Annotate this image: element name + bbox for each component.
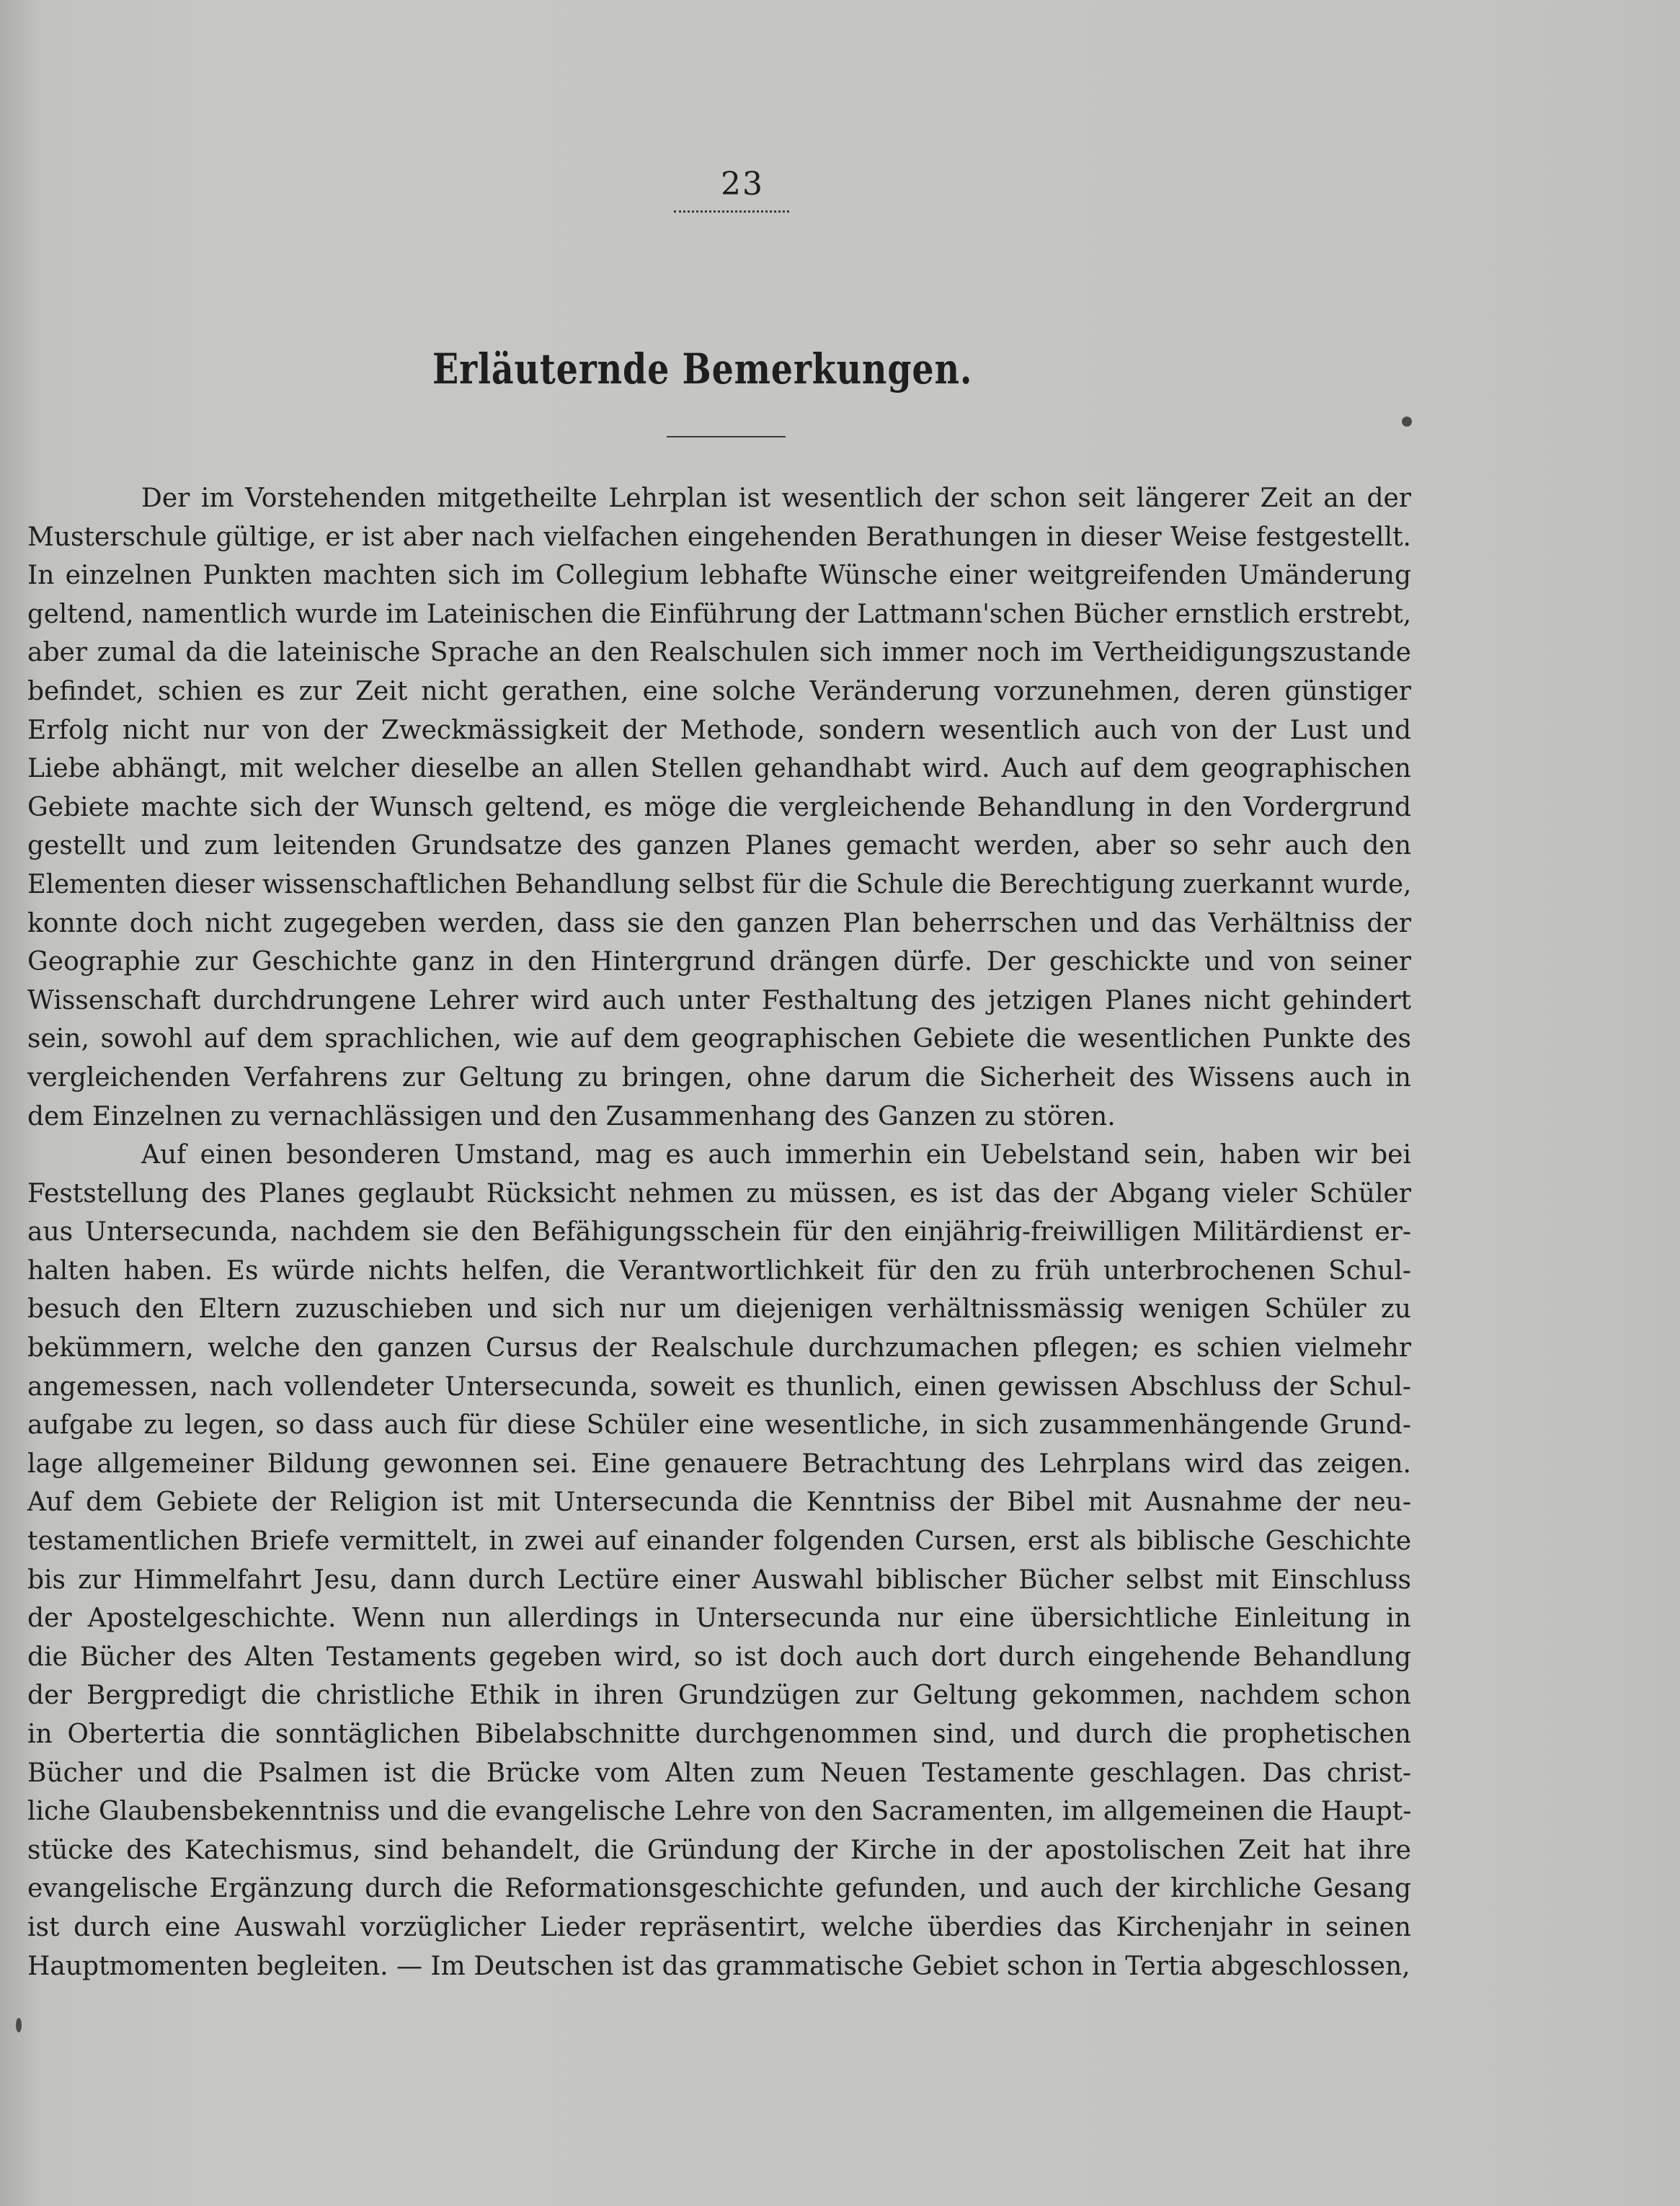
text-line: halten haben. Es würde nichts helfen, die Verantwortlichkeit für den zu früh unterbrochenen Schul- (27, 1255, 1411, 1286)
text-line: Elementen dieser wissenschaftlichen Behandlung selbst für die Schule die Berechtigung zuerkannt wurde, (27, 869, 1412, 899)
text-line: geltend, namentlich wurde im Lateinischen die Einführung der Lattmann'schen Bücher ernstlich erstrebt, (27, 599, 1412, 629)
text-line: Erfolg nicht nur von der Zweckmässigkeit der Methode, sondern wesentlich auch von der Lust und (27, 715, 1411, 745)
page-heading: Erläuternde Bemerkungen. (432, 344, 973, 393)
text-line: evangelische Ergänzung durch die Reformationsgeschichte gefunden, und auch der kirchliche Gesang (27, 1874, 1411, 1904)
print-speck (1402, 417, 1412, 427)
text-line: Musterschule gültige, er ist aber nach vielfachen eingehenden Berathungen in dieser Weise festgestellt. (27, 522, 1411, 552)
text-line: der Apostelgeschichte. Wenn nun allerdings in Untersecunda nur eine übersichtliche Einleitung in (27, 1604, 1411, 1634)
text-line: lage allgemeiner Bildung gewonnen sei. Eine genauere Betrachtung des Lehrplans wird das zeigen. (27, 1449, 1411, 1479)
text-line: sein, sowohl auf dem sprachlichen, wie auf dem geographischen Gebiete die wesentlichen Punkte des (27, 1024, 1411, 1054)
heading-divider (667, 436, 786, 437)
text-line: dem Einzelnen zu vernachlässigen und den Zusammenhang des Ganzen zu stören. (27, 1101, 1116, 1131)
text-line: Gebiete machte sich der Wunsch geltend, es möge die vergleichende Behandlung in den Vordergrund (27, 792, 1411, 822)
text-line: aufgabe zu legen, so dass auch für diese Schüler eine wesentliche, in sich zusammenhängende Grund- (27, 1410, 1411, 1441)
text-line: Hauptmomenten begleiten. — Im Deutschen ist das grammatische Gebiet schon in Tertia abgeschlossen, (27, 1951, 1410, 1981)
text-line: aber zumal da die lateinische Sprache an den Realschulen sich immer noch im Vertheidigungszustande (27, 638, 1411, 668)
text-line: Geographie zur Geschichte ganz in den Hintergrund drängen dürfe. Der geschickte und von seiner (27, 947, 1411, 977)
text-line: Wissenschaft durchdrungene Lehrer wird auch unter Festhaltung des jetzigen Planes nicht gehindert (27, 985, 1411, 1015)
text-line: liche Glaubensbekenntniss und die evangelische Lehre von den Sacramenten, im allgemeinen die Haupt- (27, 1797, 1412, 1827)
text-line: Liebe abhängt, mit welcher dieselbe an allen Stellen gehandhabt wird. Auch auf dem geographischen (27, 754, 1411, 784)
paragraph-1 (27, 479, 1411, 1136)
text-line: vergleichenden Verfahrens zur Geltung zu bringen, ohne darum die Sicherheit des Wissens auch in (27, 1062, 1411, 1093)
print-speck (16, 2018, 22, 2032)
text-line: Der im Vorstehenden mitgetheilte Lehrplan ist wesentlich der schon seit längerer Zeit an der (141, 484, 1411, 513)
text-line: der Bergpredigt die christliche Ethik in ihren Grundzügen zur Geltung gekommen, nachdem schon (27, 1681, 1411, 1711)
text-line: In einzelnen Punkten machten sich im Collegium lebhafte Wünsche einer weitgreifenden Umänderung (27, 561, 1411, 591)
text-line: bis zur Himmelfahrt Jesu, dann durch Lectüre einer Auswahl biblischer Bücher selbst mit Einschluss (27, 1565, 1411, 1595)
page-number: 23 (721, 166, 764, 203)
text-line: Bücher und die Psalmen ist die Brücke vom Alten zum Neuen Testamente geschlagen. Das christ- (27, 1758, 1411, 1788)
text-line: angemessen, nach vollendeter Untersecunda, soweit es thunlich, einen gewissen Abschluss der Schul- (27, 1371, 1411, 1402)
text-line: gestellt und zum leitenden Grundsatze des ganzen Planes gemacht werden, aber so sehr auch den (27, 831, 1411, 861)
text-line: besuch den Eltern zuzuschieben und sich nur um diejenigen verhältnissmässig wenigen Schüler zu (27, 1294, 1411, 1325)
text-line: testamentlichen Briefe vermittelt, in zwei auf einander folgenden Cursen, erst als biblische Geschichte (27, 1526, 1411, 1557)
text-line: Auf einen besonderen Umstand, mag es auch immerhin ein Uebelstand sein, haben wir bei (141, 1140, 1411, 1170)
body-text (27, 479, 1411, 1985)
text-line: stücke des Katechismus, sind behandelt, die Gründung der Kirche in der apostolischen Zeit hat ihre (27, 1835, 1411, 1865)
paragraph-2 (27, 1136, 1411, 1985)
text-line: konnte doch nicht zugegeben werden, dass sie den ganzen Plan beherrschen und das Verhältniss der (27, 908, 1411, 938)
text-line: in Obertertia die sonntäglichen Bibelabschnitte durchgenommen sind, und durch die prophetischen (27, 1720, 1411, 1749)
text-line: ist durch eine Auswahl vorzüglicher Lieder repräsentirt, welche überdies das Kirchenjahr in seinen (27, 1912, 1411, 1942)
text-line: befindet, schien es zur Zeit nicht gerathen, eine solche Veränderung vorzunehmen, deren günstiger (27, 676, 1411, 706)
text-line: die Bücher des Alten Testaments gegeben wird, so ist doch auch dort durch eingehende Behandlung (27, 1642, 1411, 1672)
page-number-ornament (674, 210, 789, 213)
text-line: bekümmern, welche den ganzen Cursus der Realschule durchzumachen pflegen; es schien vielmehr (27, 1333, 1411, 1364)
text-line: Feststellung des Planes geglaubt Rücksicht nehmen zu müssen, es ist das der Abgang vieler Schüler (27, 1178, 1411, 1209)
text-line: Auf dem Gebiete der Religion ist mit Untersecunda die Kenntniss der Bibel mit Ausnahme der neu- (27, 1487, 1411, 1518)
text-line: aus Untersecunda, nachdem sie den Befähigungsschein für den einjährig-freiwilligen Militärdienst er- (27, 1217, 1411, 1247)
